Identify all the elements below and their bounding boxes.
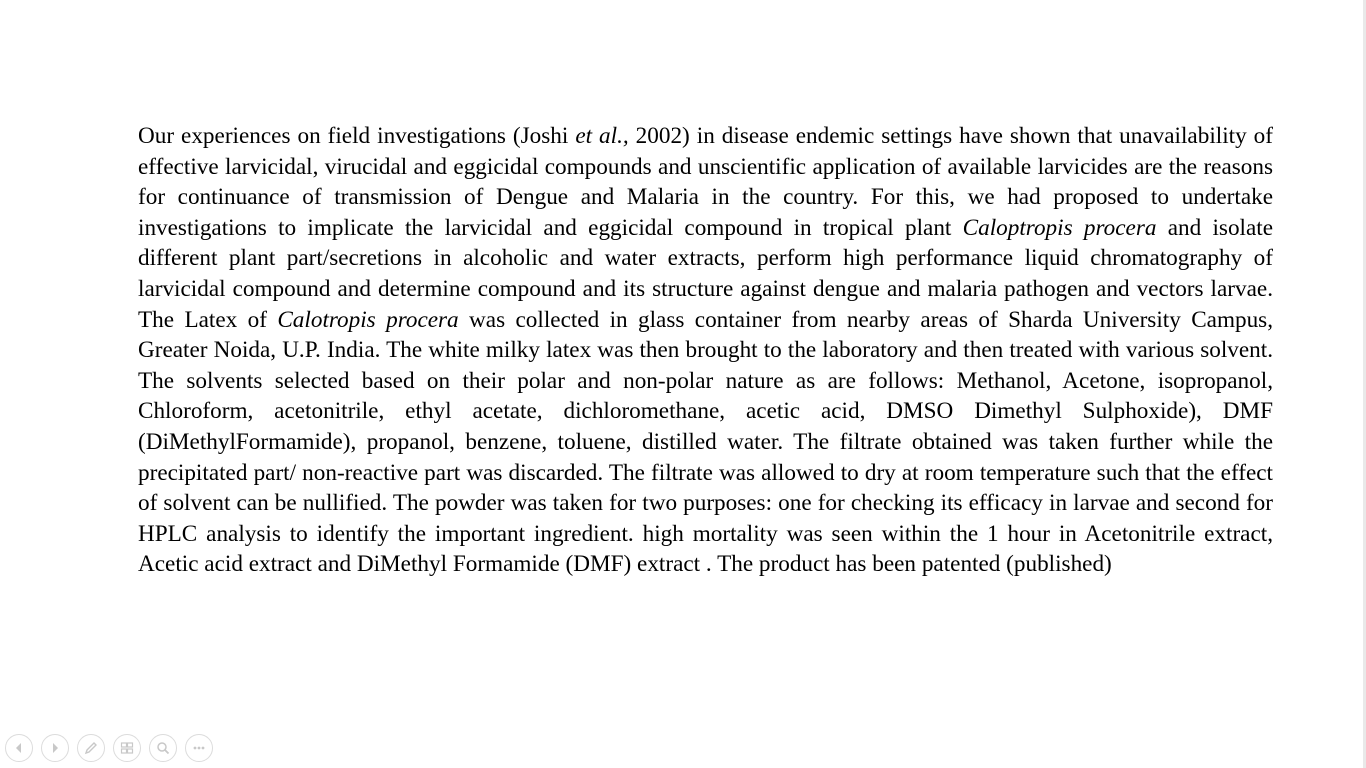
text-run: and isolate different plant part/secretions in alcoholic and water extracts, perform high performance liquid chromatography of larvicidal compound and determine compound and its structure against dengue and malaria pathogen and vectors larvae. The Latex of — [138, 214, 1274, 333]
italic-run: Calotropis procera — [277, 306, 459, 333]
zoom-button[interactable] — [149, 734, 177, 762]
slides-icon — [119, 740, 135, 756]
pen-icon — [83, 740, 99, 756]
text-run: 2002) in disease endemic settings have shown that unavailability of effective larvicidal, virucidal and eggicidal compounds and unscientific application of available larvicides are the reasons for continuance of transmission of Dengue and Malaria in the country. For this, we had proposed to undertake investigations to implicate the larvicidal and eggicidal compound in tropical plant — [138, 123, 1273, 241]
text-run: Our experiences on field investigations (Joshi — [138, 123, 576, 149]
more-icon — [191, 740, 207, 756]
pen-button[interactable] — [77, 734, 105, 762]
zoom-icon — [155, 740, 171, 756]
slide-body-text — [138, 121, 1273, 580]
more-options-button[interactable] — [185, 734, 213, 762]
italic-run: Caloptropis procera — [962, 214, 1157, 241]
paragraph — [138, 121, 1273, 580]
see-all-slides-button[interactable] — [113, 734, 141, 762]
next-icon — [47, 740, 63, 756]
next-slide-button[interactable] — [41, 734, 69, 762]
previous-slide-button[interactable] — [5, 734, 33, 762]
previous-icon — [11, 740, 27, 756]
italic-run: et al., — [575, 123, 629, 149]
slideshow-toolbar — [5, 734, 213, 764]
text-run: was collected in glass container from nearby areas of Sharda University Campus, Greater Noida, U.P. India. The white milky latex was then brought to the laboratory and then treated with various solvent. The solvents selected based on their polar and non-polar nature as are follows: Methanol, Acetone, isopropanol, Chloroform, acetonitrile, ethyl acetate, dichloromethane, acetic acid, DMSO Dimethyl Sulphoxide), DMF (DiMethylFormamide), propanol, benzene, toluene, distilled water. The filtrate obtained was taken further while the precipitated part/ non-reactive part was discarded. The filtrate was allowed to dry at room temperature such that the effect of solvent can be nullified. The powder was taken for two purposes: one for checking its efficacy in larvae and second for HPLC analysis to identify the important ingredient. high mortality was seen within the 1 hour in Acetonitrile extract, Acetic acid extract and DiMethyl Formamide (DMF) extract . The product has been patented (published) — [138, 306, 1274, 578]
